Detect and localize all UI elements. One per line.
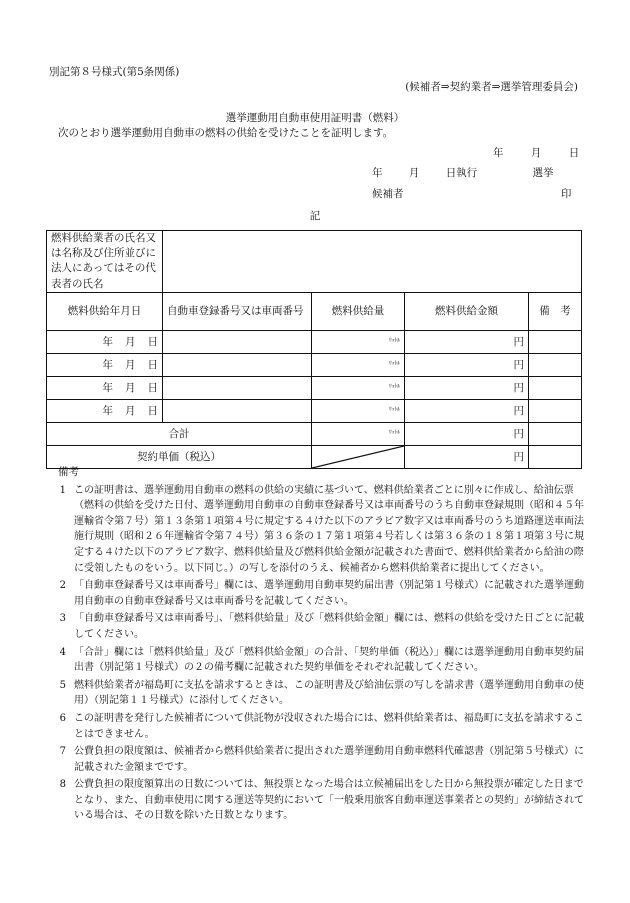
unit-price-remarks[interactable] — [529, 445, 582, 468]
document-title: 選挙運動用自動車使用証明書（燃料） — [225, 112, 405, 124]
unit-price-yen[interactable] — [405, 445, 529, 468]
yen-unit: 円 — [513, 427, 524, 440]
note-item — [48, 777, 588, 824]
total-yen[interactable] — [405, 422, 529, 445]
row-month: 月 — [125, 335, 136, 348]
row-yen[interactable] — [405, 376, 529, 399]
row-month: 月 — [125, 381, 136, 394]
note-text: 燃料供給業者が福島町に支払を請求するときは、この証明書及び給油伝票の写しを請求書（選挙運動用自動車の使用）（別記第１１号様式）に添付してください。 — [74, 679, 584, 707]
seal-mark: 印 — [560, 188, 572, 200]
header-remarks: 備 考 — [529, 292, 582, 330]
header-fuel-amount: 燃料供給量 — [312, 292, 405, 330]
note-number: 4 — [59, 646, 66, 658]
election-label: 選挙 — [532, 167, 554, 179]
row-day: 日 — [147, 358, 158, 371]
yen-unit: 円 — [513, 404, 524, 417]
liter-unit: ﾘｯﾄﾙ — [388, 383, 400, 390]
table-row — [47, 399, 582, 422]
row-liters[interactable] — [312, 376, 405, 399]
row-year: 年 — [102, 381, 113, 394]
row-remarks[interactable] — [529, 353, 582, 376]
row-vehicle[interactable] — [163, 399, 312, 422]
note-number: 5 — [59, 679, 66, 691]
supplier-row — [47, 231, 582, 293]
liter-unit: ﾘｯﾄﾙ — [388, 360, 400, 367]
exec-year: 年 — [372, 167, 383, 179]
notes-section — [48, 466, 588, 826]
certification-date — [493, 147, 579, 160]
row-vehicle[interactable] — [163, 376, 312, 399]
row-month: 月 — [125, 358, 136, 371]
note-text: 公費負担の限度額算出の日数については、無投票となった場合は立候補届出をした日から無投票が確定した日までとなり、また、自動車使用に関する運送等契約において「一般乗用旅客自動車運送事業者との契約」が締結されている場合は、その日数を除いた日数となります。 — [74, 779, 584, 822]
ki-mark: 記 — [309, 210, 321, 222]
total-remarks[interactable] — [529, 422, 582, 445]
table-row — [47, 376, 582, 399]
intro-text: 次のとおり選挙運動用自動車の燃料の供給を受けたことを証明します。 — [58, 127, 394, 139]
yen-unit: 円 — [513, 335, 524, 348]
note-text: この証明書を発行した候補者について供託物が没収された場合には、燃料供給業者は、福島町に支払を請求することはできません。 — [74, 712, 584, 740]
note-item — [48, 711, 588, 742]
note-item — [48, 744, 588, 775]
note-number: 8 — [59, 779, 66, 791]
yen-unit: 円 — [513, 450, 524, 463]
row-remarks[interactable] — [529, 376, 582, 399]
row-vehicle[interactable] — [163, 353, 312, 376]
diagonal-line — [312, 446, 404, 468]
note-text: この証明書は、選挙運動用自動車の燃料の供給の実績に基づいて、燃料供給業者ごとに別々に作成し、給油伝票（燃料の供給を受けた日付、選挙運動用自動車の自動車登録番号又は車両番号のうち自動車登録規則（昭和４５年運輸省令第７号）第１３条第１項第４号に規定する４けた以下のアラビア数字又は車両番号のうち道路運送車両法施行規則（昭和２６年運輸省令第７４号）第３６条の１７第１項第４号若しくは第３６条の１８第１項第３号に規定する４けた以下のアラビア数字、燃料供給量及び燃料供給金額が記載された書面で、燃料供給業者から給油の際に受領したものをいう。以下同じ。）の写しを添付のうえ、候補者から燃料供給業者に提出してください。 — [74, 484, 584, 574]
header-vehicle-number: 自動車登録番号又は車両番号 — [163, 292, 312, 330]
date-month: 月 — [530, 147, 542, 159]
fuel-supply-table — [46, 230, 582, 469]
candidate-label: 候補者 — [372, 188, 404, 200]
note-text: 「自動車登録番号又は車両番号」、「燃料供給量」及び「燃料供給金額」欄には、燃料の供給を受けた日ごとに記載してください。 — [74, 613, 584, 640]
note-item — [48, 578, 588, 609]
row-date[interactable] — [47, 330, 163, 353]
note-text: 公費負担の限度額は、候補者から燃料供給業者に提出された選挙運動用自動車燃料代確認書（別記第５号様式）に記載された金額までです。 — [74, 746, 584, 773]
note-item — [48, 611, 588, 642]
row-yen[interactable] — [405, 330, 529, 353]
header-row — [47, 292, 582, 330]
total-liters[interactable] — [312, 422, 405, 445]
note-number: 7 — [59, 746, 66, 758]
submission-flow: (候補者⇒契約業者⇒選挙管理委員会) — [405, 81, 578, 93]
row-year: 年 — [102, 404, 113, 417]
row-liters[interactable] — [312, 399, 405, 422]
note-item — [48, 678, 588, 709]
table-row — [47, 353, 582, 376]
exec-day: 日執行 — [445, 167, 478, 179]
header-supply-date: 燃料供給年月日 — [47, 292, 163, 330]
note-text: 「自動車登録番号又は車両番号」欄には、選挙運動用自動車契約届出書（別記第１号様式）に記載された選挙運動用自動車の自動車登録番号又は車両番号を記載してください。 — [74, 580, 584, 607]
row-liters[interactable] — [312, 330, 405, 353]
election-execution-line — [372, 167, 554, 180]
row-year: 年 — [102, 335, 113, 348]
unit-price-row — [47, 445, 582, 468]
note-number: 6 — [59, 712, 66, 724]
notes-title: 備考 — [58, 466, 79, 478]
row-day: 日 — [147, 335, 158, 348]
note-number: 3 — [59, 613, 66, 625]
yen-unit: 円 — [513, 381, 524, 394]
liter-unit: ﾘｯﾄﾙ — [388, 429, 400, 436]
row-year: 年 — [102, 358, 113, 371]
date-day: 日 — [568, 147, 580, 159]
unit-price-label: 契約単価（税込） — [47, 445, 312, 468]
note-text: 「合計」欄には「燃料供給量」及び「燃料供給金額」の合計、「契約単価（税込）」欄には選挙運動用自動車契約届出書（別記第１号様式）の２の備考欄に記載された契約単価をそれぞれ記載してください。 — [74, 646, 584, 674]
exec-month: 月 — [408, 167, 420, 179]
total-row — [47, 422, 582, 445]
row-vehicle[interactable] — [163, 330, 312, 353]
supplier-field[interactable] — [163, 231, 582, 293]
row-day: 日 — [147, 404, 158, 417]
liter-unit: ﾘｯﾄﾙ — [388, 337, 400, 344]
liter-unit: ﾘｯﾄﾙ — [388, 406, 400, 413]
unit-price-diagonal-cell — [312, 445, 405, 468]
header-fuel-cost: 燃料供給金額 — [405, 292, 529, 330]
row-yen[interactable] — [405, 353, 529, 376]
row-month: 月 — [125, 404, 136, 417]
row-remarks[interactable] — [529, 330, 582, 353]
note-number: 2 — [59, 580, 66, 592]
note-number: 1 — [59, 484, 66, 496]
row-liters[interactable] — [312, 353, 405, 376]
note-item — [48, 645, 588, 676]
row-date[interactable] — [47, 353, 163, 376]
row-date[interactable] — [47, 399, 163, 422]
row-yen[interactable] — [405, 399, 529, 422]
note-item — [48, 483, 588, 577]
table-row — [47, 330, 582, 353]
total-label: 合計 — [47, 422, 312, 445]
yen-unit: 円 — [513, 358, 524, 371]
candidate-line — [372, 188, 571, 201]
date-year: 年 — [493, 147, 504, 159]
row-remarks[interactable] — [529, 399, 582, 422]
row-date[interactable] — [47, 376, 163, 399]
form-number: 別記第８号様式(第5条関係) — [49, 66, 180, 78]
supplier-label: 燃料供給業者の氏名又は名称及び住所並びに法人にあってはその代表者の氏名 — [47, 231, 163, 293]
row-day: 日 — [147, 381, 158, 394]
